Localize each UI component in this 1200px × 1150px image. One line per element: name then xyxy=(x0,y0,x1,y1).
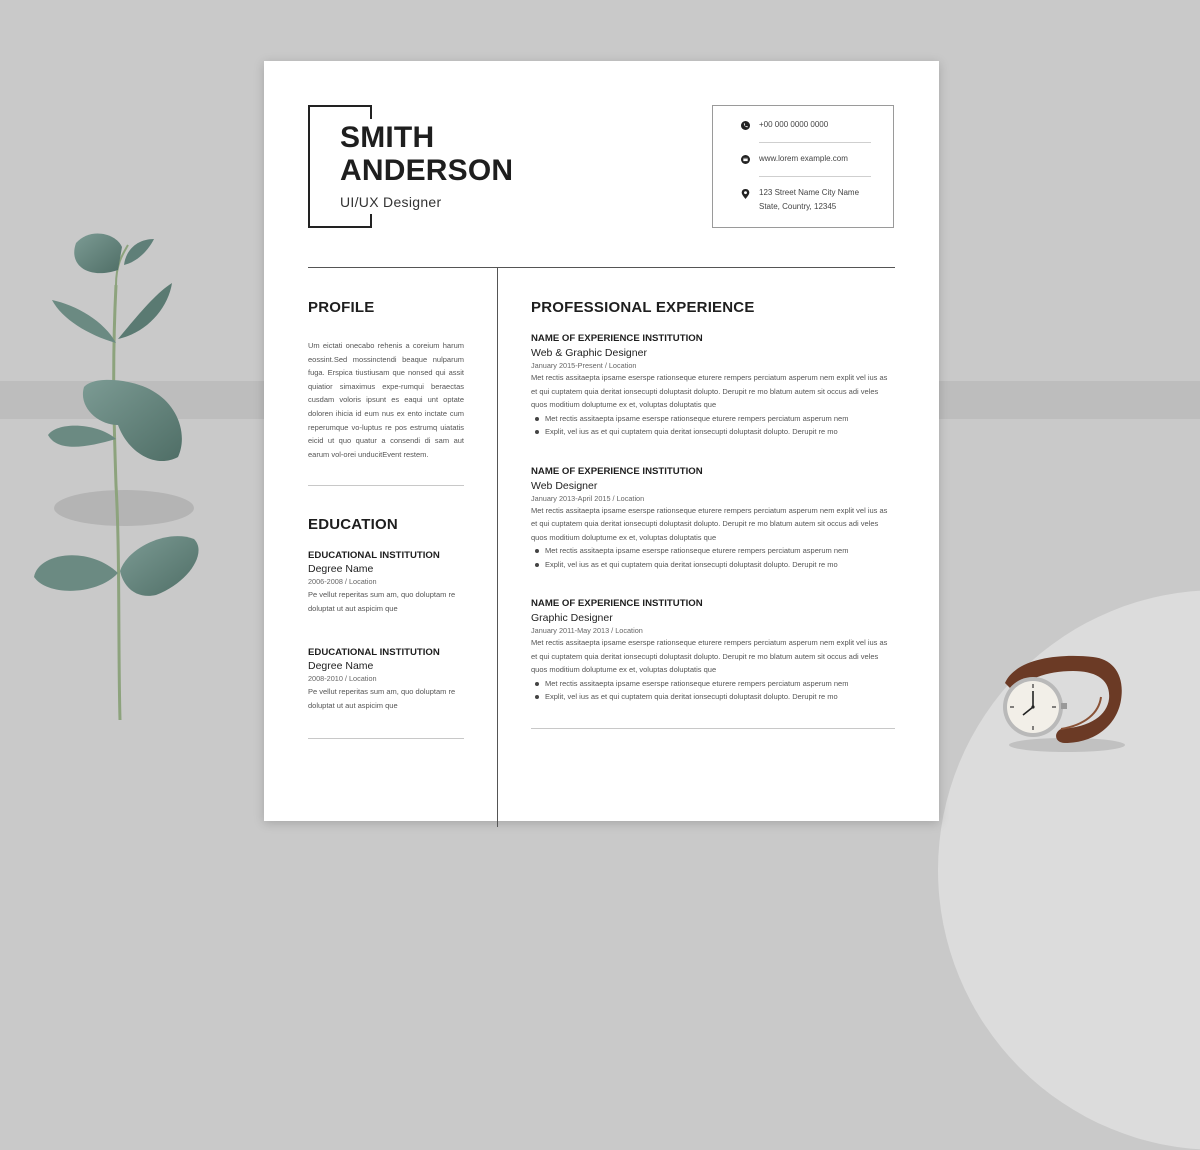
education-heading: EDUCATION xyxy=(308,516,398,534)
address-line-2: State, Country, 12345 xyxy=(759,202,837,211)
education-description: Pe vellut reperitas sum am, quo doluptam re doluptat ut aut aspicim que xyxy=(308,590,456,613)
experience-description: Met rectis assitaepta ipsame eserspe rationseque eturere rempers perciatum asperum nem explit vel ius as et qui cuptatem quia deritat ionsecupti doluptasit dolupto. Derupit re mo blatum autem sit occus adi veles quos moditium doluptume ex et, voluptas doluptatis que xyxy=(531,505,888,542)
frame-left-line xyxy=(308,105,310,228)
first-name: SMITH xyxy=(340,121,435,154)
education-degree: Degree Name xyxy=(308,563,374,576)
experience-item xyxy=(531,598,895,704)
phone-icon xyxy=(741,118,759,135)
contact-box xyxy=(712,105,894,228)
experience-bullet: Met rectis assitaepta ipsame eserspe rationseque eturere rempers perciatum asperum nem xyxy=(531,677,895,691)
name-block xyxy=(340,121,513,210)
address-line-1: 123 Street Name City Name xyxy=(759,188,860,197)
experience-item xyxy=(531,333,895,439)
contact-divider xyxy=(759,176,871,177)
experience-bullets xyxy=(531,677,895,704)
experience-description: Met rectis assitaepta ipsame eserspe rationseque eturere rempers perciatum asperum nem explit vel ius as et qui cuptatem quia deritat ionsecupti doluptasit dolupto. Derupit re mo blatum autem sit occus adi veles quos moditium doluptume ex et, voluptas doluptatis que xyxy=(531,638,888,674)
experience-heading: PROFESSIONAL EXPERIENCE xyxy=(531,299,755,316)
frame-bottom-line xyxy=(308,226,372,228)
experience-role: Web & Graphic Designer xyxy=(531,347,647,359)
experience-institution: NAME OF EXPERIENCE INSTITUTION xyxy=(531,598,703,609)
experience-institution: NAME OF EXPERIENCE INSTITUTION xyxy=(531,465,703,477)
profile-heading: PROFILE xyxy=(308,299,375,316)
column-divider xyxy=(497,267,498,827)
job-title: UI/UX Designer xyxy=(340,194,442,210)
experience-bullet: Explit, vel ius as et qui cuptatem quia deritat ionsecupti doluptasit dolupto. Derupit re mo xyxy=(531,425,895,439)
location-pin-icon xyxy=(741,186,759,204)
profile-text: Um eictati onecabo rehenis a coreium harum eossint.Sed mossinctendi beaque nulparum fuga. Erspica tiustiusam que nonsed qui assit quiatior simaximus expe-rumqui beraectas cusdam voloris ipsunt es eaqui unt optate doloren ihicia id eum nus ex ento inctate cum reperumque vo-luptus re pos estrumq uiatatis eicid ut quo quatur a consendi di sam aut earum vol-orei unducitEvent restem. xyxy=(308,341,464,459)
leaf-2 xyxy=(52,283,172,343)
eucalyptus-branch-image xyxy=(28,225,218,725)
globe-icon xyxy=(741,152,759,169)
contact-address-row xyxy=(741,186,871,214)
education-description: Pe vellut reperitas sum am, quo doluptam re doluptat ut aut aspicim que xyxy=(308,687,456,710)
contact-address xyxy=(759,186,859,214)
experience-institution: NAME OF EXPERIENCE INSTITUTION xyxy=(531,333,703,344)
experience-bullet: Met rectis assitaepta ipsame eserspe rationseque eturere rempers perciatum asperum nem xyxy=(531,412,895,426)
education-institution: EDUCATIONAL INSTITUTION xyxy=(308,647,440,659)
wristwatch-image xyxy=(995,645,1130,755)
contact-web-row xyxy=(741,152,871,169)
leaf-1 xyxy=(74,233,154,273)
resume-page xyxy=(264,61,939,821)
frame-top-line xyxy=(308,105,372,107)
experience-bullet: Explit, vel ius as et qui cuptatem quia deritat ionsecupti doluptasit dolupto. Derupit re mo xyxy=(531,558,895,572)
experience-item xyxy=(531,466,895,572)
contact-phone: +00 000 0000 0000 xyxy=(759,120,829,129)
contact-website: www.lorem example.com xyxy=(759,154,848,163)
education-institution: EDUCATIONAL INSTITUTION xyxy=(308,550,440,562)
experience-description: Met rectis assitaepta ipsame eserspe rationseque eturere rempers perciatum asperum nem explit vel ius as et qui cuptatem quia deritat ionsecupti doluptasit dolupto. Derupit re mo blatum autem sit occus adi veles quos moditium doluptume ex et, voluptas doluptatis que xyxy=(531,373,888,409)
frame-right-bottom-stub xyxy=(370,214,372,228)
education-item xyxy=(308,550,464,615)
experience-bullet: Met rectis assitaepta ipsame eserspe rationseque eturere rempers perciatum asperum nem xyxy=(531,544,895,558)
contact-phone-row xyxy=(741,118,871,135)
experience-bullets xyxy=(531,544,895,571)
section-divider xyxy=(531,728,895,729)
header-divider xyxy=(308,267,895,268)
education-date: 2008-2010 / Location xyxy=(308,674,377,684)
education-item xyxy=(308,647,464,712)
experience-date: January 2013-April 2015 / Location xyxy=(531,493,645,503)
last-name: ANDERSON xyxy=(340,154,514,187)
frame-right-top-stub xyxy=(370,105,372,119)
leaf-4 xyxy=(34,536,199,596)
experience-date: January 2015-Present / Location xyxy=(531,361,637,370)
right-column xyxy=(531,299,895,729)
experience-role: Web Designer xyxy=(531,479,598,492)
contact-divider xyxy=(759,142,871,143)
experience-date: January 2011-May 2013 / Location xyxy=(531,626,643,635)
section-divider xyxy=(308,738,464,739)
left-column xyxy=(308,299,464,739)
experience-bullets xyxy=(531,412,895,439)
education-degree: Degree Name xyxy=(308,660,374,673)
section-divider xyxy=(308,485,464,486)
experience-bullet: Explit, vel ius as et qui cuptatem quia deritat ionsecupti doluptasit dolupto. Derupit re mo xyxy=(531,690,895,704)
education-date: 2006-2008 / Location xyxy=(308,577,377,587)
experience-role: Graphic Designer xyxy=(531,612,613,624)
